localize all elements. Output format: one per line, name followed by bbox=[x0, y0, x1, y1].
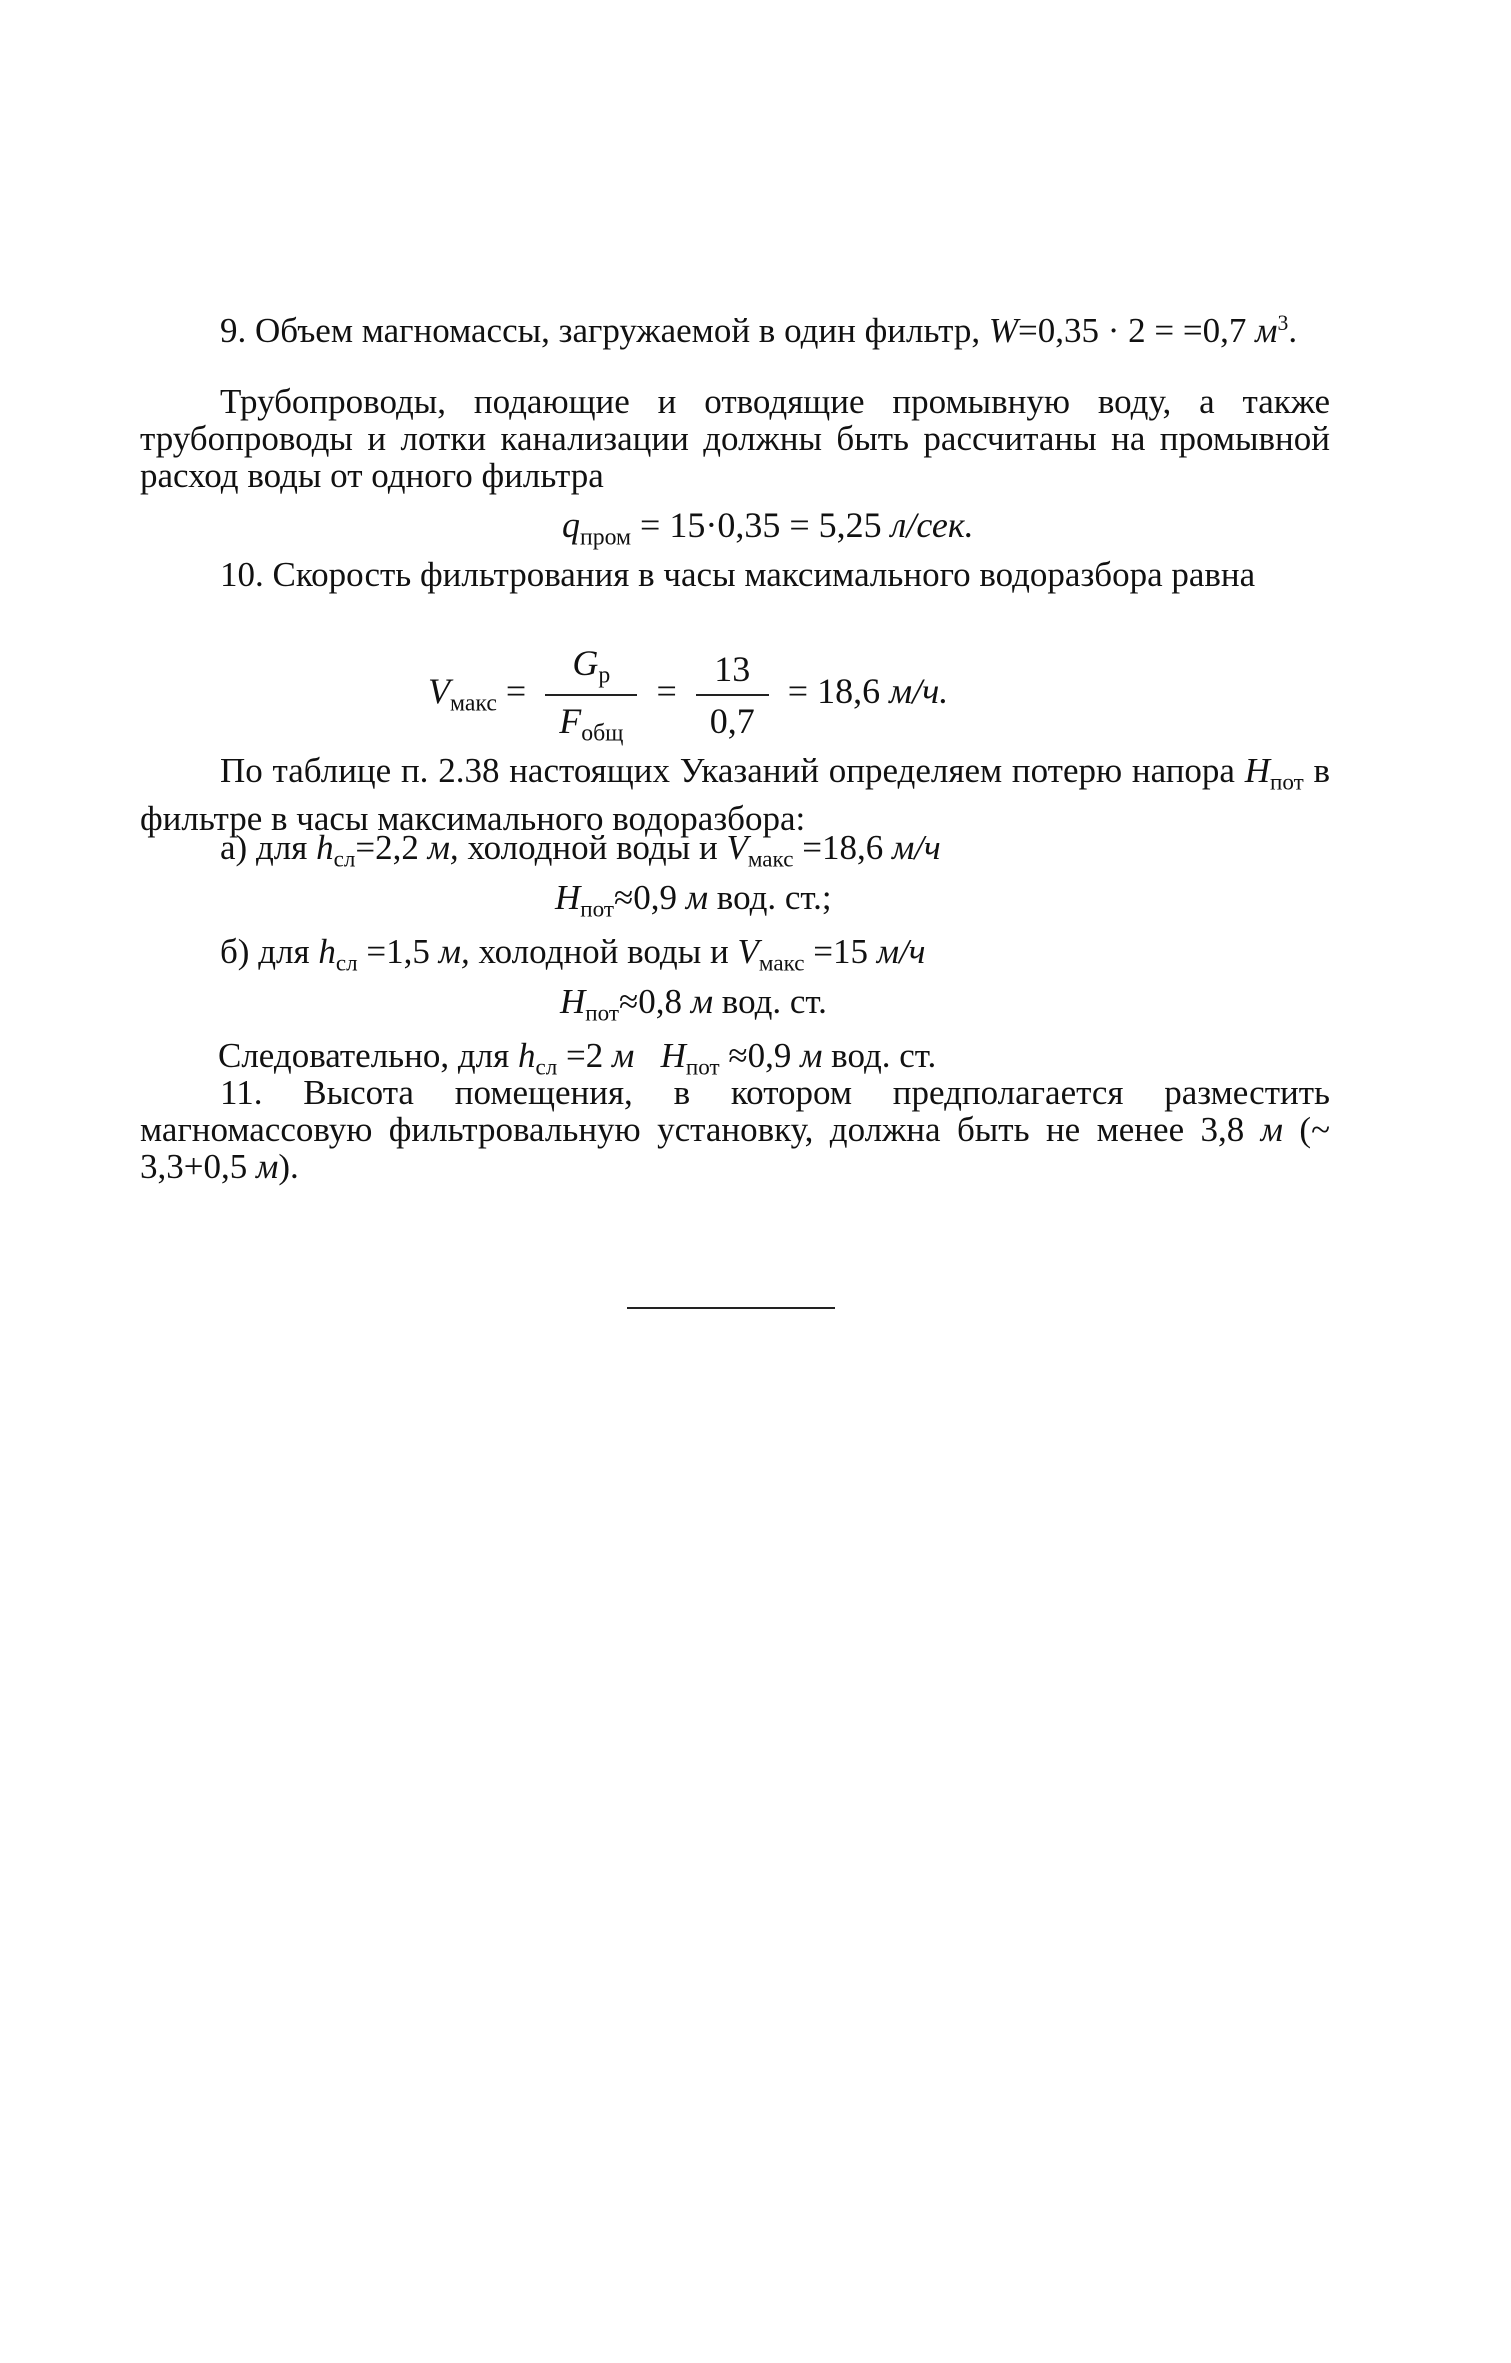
paragraph-pipelines bbox=[140, 383, 1330, 494]
paragraph-item-10 bbox=[140, 556, 1330, 593]
item-text: Скорость фильтрования в часы максимального водоразбора равна bbox=[272, 555, 1256, 594]
item-text: Объем магномассы, загружаемой в один фильтр, bbox=[255, 310, 981, 350]
formula-v-maks: $V_{макс}$ = $\frac{G_р}{F_{общ}}$ = $\frac{13}{0,7}$ = 18,6 м/ч. bbox=[428, 643, 949, 747]
case-b: б) для $h_{сл} =1,5$ м, холодной воды и $V_{макс} =15$ м/ч bbox=[220, 932, 926, 976]
result-b: $H_{пот}\approx 0,8$ м вод. ст. bbox=[560, 982, 827, 1026]
pipelines-text: Трубопроводы, подающие и отводящие промывную воду, а также трубопроводы и лотки канализации должны быть рассчитаны на промывной расход воды от одного фильтра bbox=[140, 382, 1330, 495]
conclusion: Следовательно, для $h_{сл} =2$ м $H_{пот} \approx 0,9$ м вод. ст. bbox=[218, 1036, 937, 1080]
item-number: 10. bbox=[220, 555, 264, 594]
result-a: $H_{пот}\approx 0,9$ м вод. ст.; bbox=[555, 878, 832, 922]
case-a: а) для $h_{сл}=2,2$ м, холодной воды и $V_{макс} =18,6$ м/ч bbox=[220, 828, 941, 872]
item-text: Высота помещения, в котором предполагается разместить магномассовую фильтровальную установку, должна быть не менее 3,8 bbox=[140, 1073, 1331, 1149]
expr-w-result: =0,7 bbox=[1182, 310, 1247, 350]
paragraph-table-ref: По таблице п. 2.38 настоящих Указаний определяем потерю напора $H_{пот}$ в фильтре в часы максимального водоразбора: bbox=[140, 751, 1331, 839]
unit-m3: $м^3$ bbox=[1255, 310, 1289, 350]
expr-w: =0,35 · 2 = bbox=[1017, 310, 1175, 350]
item-number: 9. bbox=[220, 310, 247, 350]
end-divider-rule bbox=[627, 1307, 835, 1309]
fraction-13-over-07: $\frac{13}{0,7}$ bbox=[696, 648, 769, 742]
var-w: W bbox=[988, 310, 1018, 350]
formula-q-prom: $q_{пром} = 15\cdot 0,35 = 5,25$ л/сек. bbox=[562, 505, 974, 551]
paragraph-item-11: 11. Высота помещения, в котором предполагается разместить магномассовую фильтровальную установку, должна быть не менее 3,8 м (~ 3,3+0,5 м). bbox=[140, 1073, 1331, 1186]
fraction-g-over-f: $\frac{G_р}{F_{общ}}$ bbox=[545, 642, 637, 747]
paragraph-item-9: 9. Объем магномассы, загружаемой в один фильтр, W=0,35 · 2 = =0,7 $м^3$. bbox=[220, 310, 1298, 350]
item-number: 11. bbox=[220, 1073, 263, 1112]
